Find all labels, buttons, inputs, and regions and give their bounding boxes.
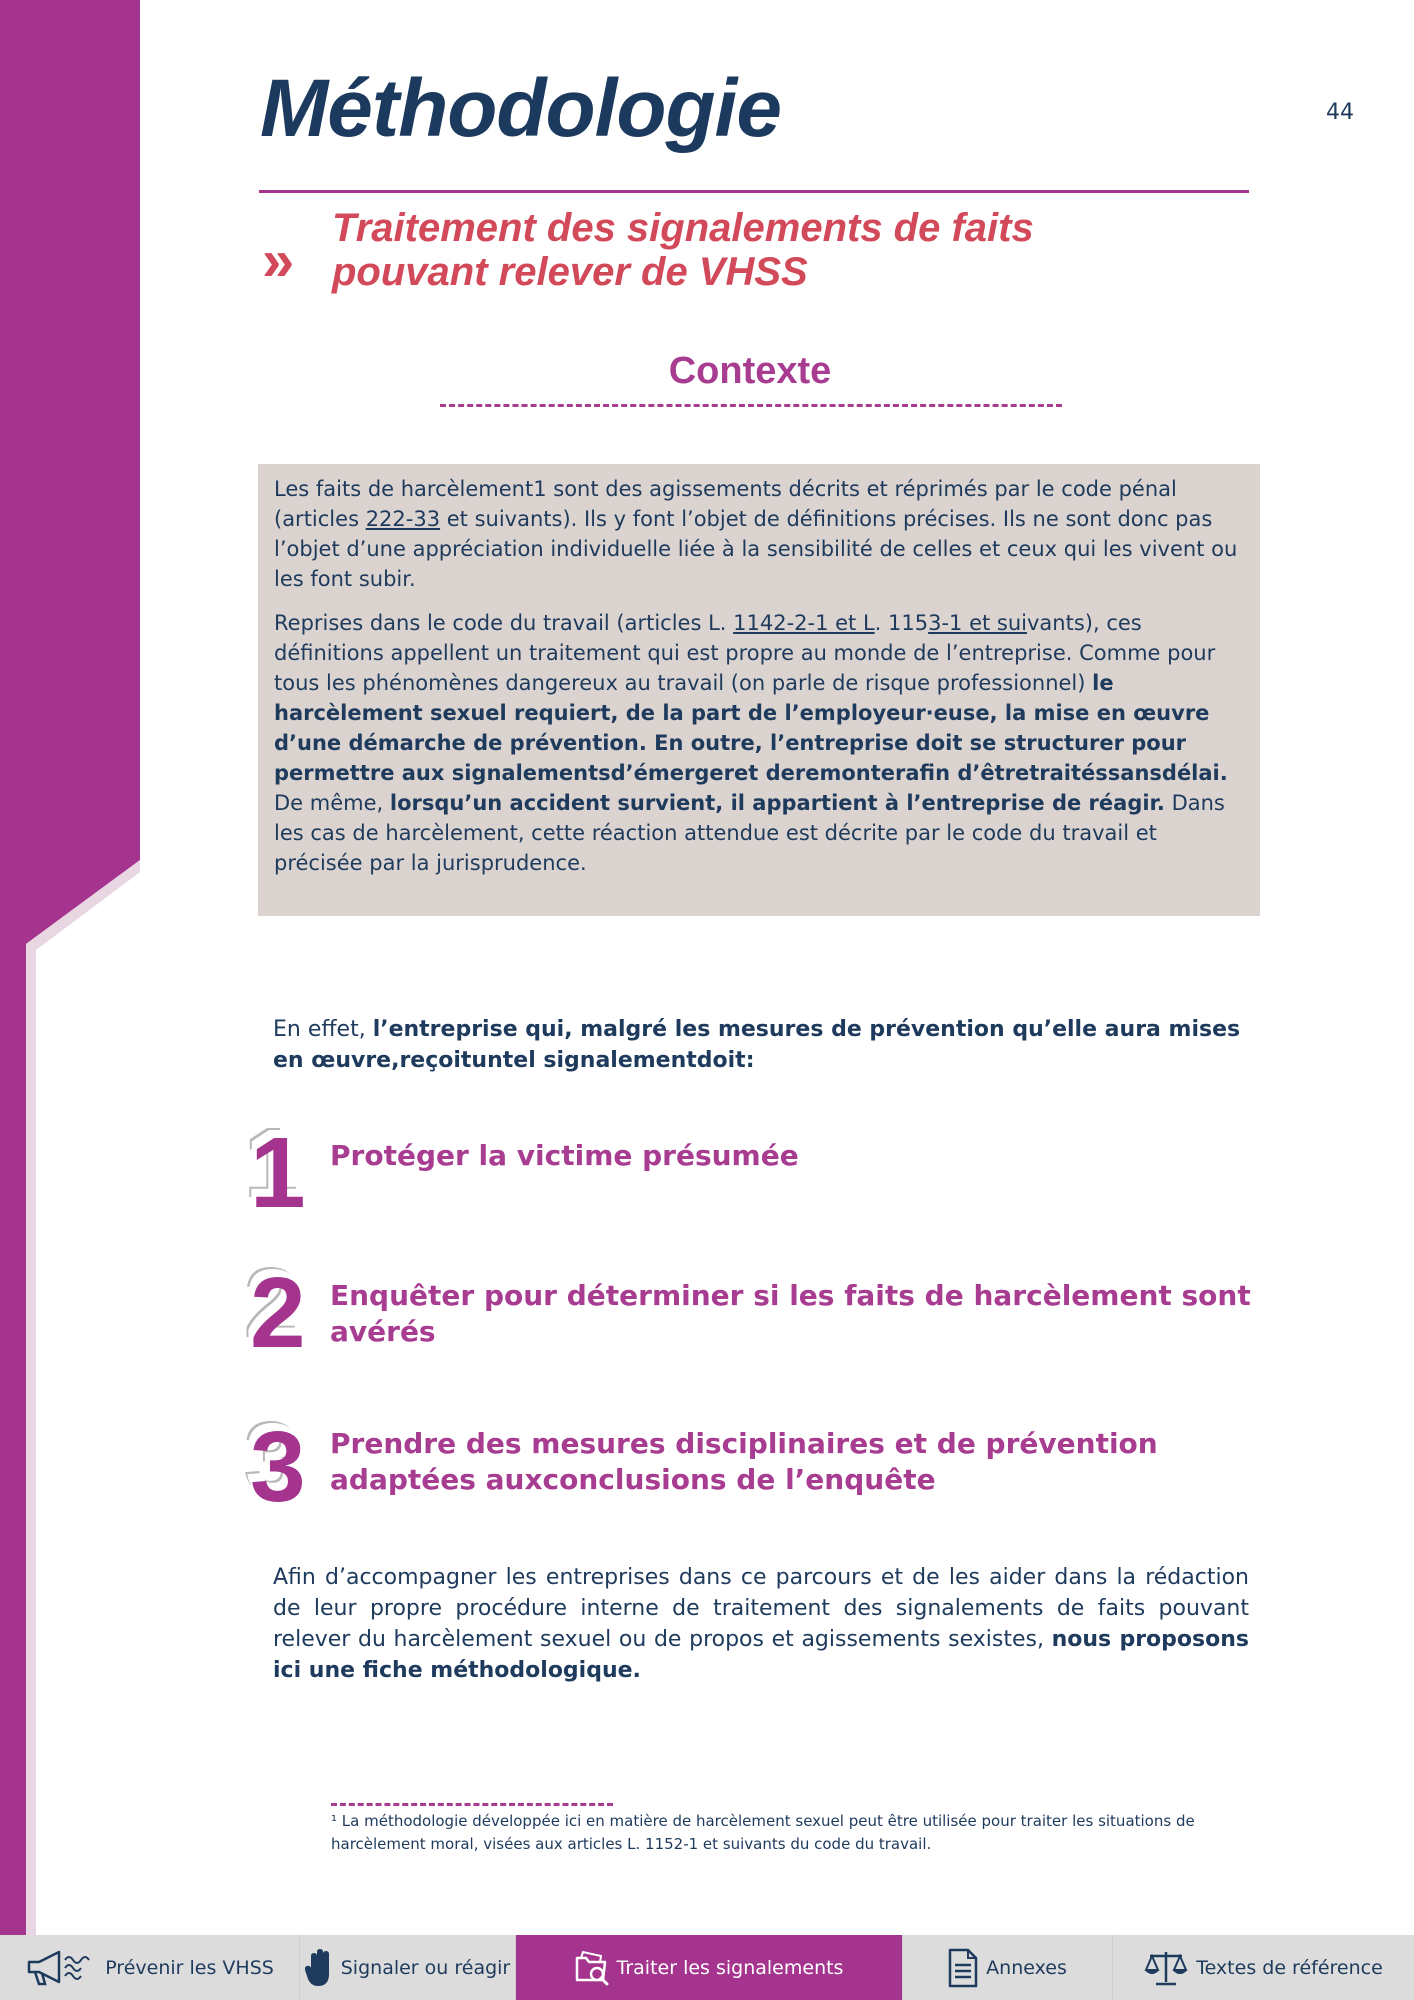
outro-paragraph — [273, 1562, 1249, 1686]
nav-tab-signaler[interactable] — [300, 1935, 516, 2000]
text-run: Dans les cas de harcèlement, cette réaction attendue est décrite par le code du travail et précisée par la jurisprudence. — [274, 791, 1225, 875]
bottom-navigation — [0, 1935, 1414, 2000]
chevron-icon: » — [262, 228, 295, 293]
step-number: 2 — [250, 1257, 306, 1369]
step-label: Enquêter pour déterminer si les faits de harcèlement sont avérés — [330, 1279, 1251, 1348]
context-paragraph-2 — [274, 608, 1244, 788]
page-number: 44 — [1326, 100, 1354, 125]
context-box — [258, 464, 1260, 916]
nav-tab-traiter[interactable] — [516, 1935, 903, 2000]
nav-tab-prevenir[interactable] — [0, 1935, 300, 2000]
nav-label: Signaler ou réagir — [340, 1956, 511, 1979]
step-label: Protéger la victime présumée — [330, 1139, 799, 1172]
page-title: Méthodologie — [260, 63, 781, 154]
megaphone-icon — [25, 1948, 97, 1988]
step-number: 1 — [250, 1117, 306, 1229]
section-heading-underline — [440, 404, 1062, 407]
page-subtitle — [332, 206, 1232, 294]
nav-label: Textes de référence — [1196, 1956, 1383, 1979]
nav-tab-textes[interactable] — [1113, 1935, 1414, 2000]
title-divider — [259, 190, 1249, 193]
nav-label: Prévenir les VHSS — [105, 1956, 274, 1979]
footnote-divider — [331, 1803, 613, 1806]
text-run: . 115 — [874, 611, 929, 635]
hand-icon — [305, 1948, 333, 1988]
text-run-bold: le harcèlement sexuel requiert, de la part de l’employeur·euse, la mise en œuvre d’une démarche de prévention. En outre, l’entreprise doit se structurer pour permettre aux signalementsd’émergeret deremonterafin d’êtretraitéssansdélai. — [274, 671, 1228, 785]
step-number: 3 — [250, 1411, 306, 1523]
nav-label: Traiter les signalements — [616, 1956, 844, 1979]
text-run-bold: nous proposons ici une fiche méthodologique. — [273, 1627, 1250, 1683]
text-run: De même, — [274, 791, 390, 815]
text-run: Afin d’accompagner les entreprises dans ce parcours et de les aider dans la rédaction de leur propre procédure interne de traitement des signalements de faits pouvant relever du harcèlement sexuel ou de propos et agissements sexistes, — [273, 1565, 1249, 1652]
article-link-1142-2-1[interactable]: 1142-2-1 et L — [733, 611, 875, 635]
step-1 — [250, 1118, 1260, 1238]
subtitle-line-2: pouvant relever de VHSS — [332, 250, 808, 294]
step-label: Prendre des mesures disciplinaires et de prévention adaptées auxconclusions de l’enquête — [330, 1427, 1158, 1496]
sidebar-decorative-band — [0, 0, 140, 1935]
section-heading-contexte: Contexte — [668, 350, 832, 392]
text-run-bold: l’entreprise qui, malgré les mesures de prévention qu’elle aura mises en œuvre,reçoituntel signalementdoit: — [273, 1017, 1241, 1073]
document-icon — [948, 1948, 978, 1988]
nav-label: Annexes — [986, 1956, 1067, 1979]
step-3 — [250, 1412, 1260, 1532]
text-run-bold: lorsqu’un accident survient, il appartient à l’entreprise de réagir. — [389, 791, 1165, 815]
text-run: En effet, — [273, 1017, 373, 1042]
subtitle-line-1: Traitement des signalements de faits — [332, 206, 1034, 250]
text-run: et suivants). Ils y font l’objet de définitions précises. Ils ne sont donc pas l’objet d’une appréciation individuelle liée à la sensibilité de celles et ceux qui les vivent ou les font subir. — [274, 507, 1238, 591]
article-link-1153-1[interactable]: 3-1 et sui — [928, 611, 1027, 635]
article-link-222-33[interactable]: 222-33 — [365, 507, 441, 531]
nav-tab-annexes[interactable] — [903, 1935, 1113, 2000]
context-paragraph-3 — [274, 788, 1244, 878]
text-run: Reprises dans le code du travail (articles L. — [274, 611, 734, 635]
folder-search-icon — [575, 1950, 609, 1986]
footnote: ¹ La méthodologie développée ici en matière de harcèlement sexuel peut être utilisée pour traiter les situations de harcèlement moral, visées aux articles L. 1152-1 et suivants du code du travail. — [331, 1812, 1195, 1853]
intro-paragraph — [273, 1014, 1253, 1076]
step-2 — [250, 1258, 1260, 1378]
text-run: Les faits de harcèlement1 sont des agissements décrits et réprimés par le code pénal (articles — [274, 477, 1177, 531]
text-run: vants), ces définitions appellent un traitement qui est propre au monde de l’entreprise. Comme pour tous les phénomènes dangereux au travail (on parle de risque professionnel) — [274, 611, 1216, 695]
context-paragraph-1 — [274, 474, 1244, 594]
scales-icon — [1144, 1948, 1188, 1988]
